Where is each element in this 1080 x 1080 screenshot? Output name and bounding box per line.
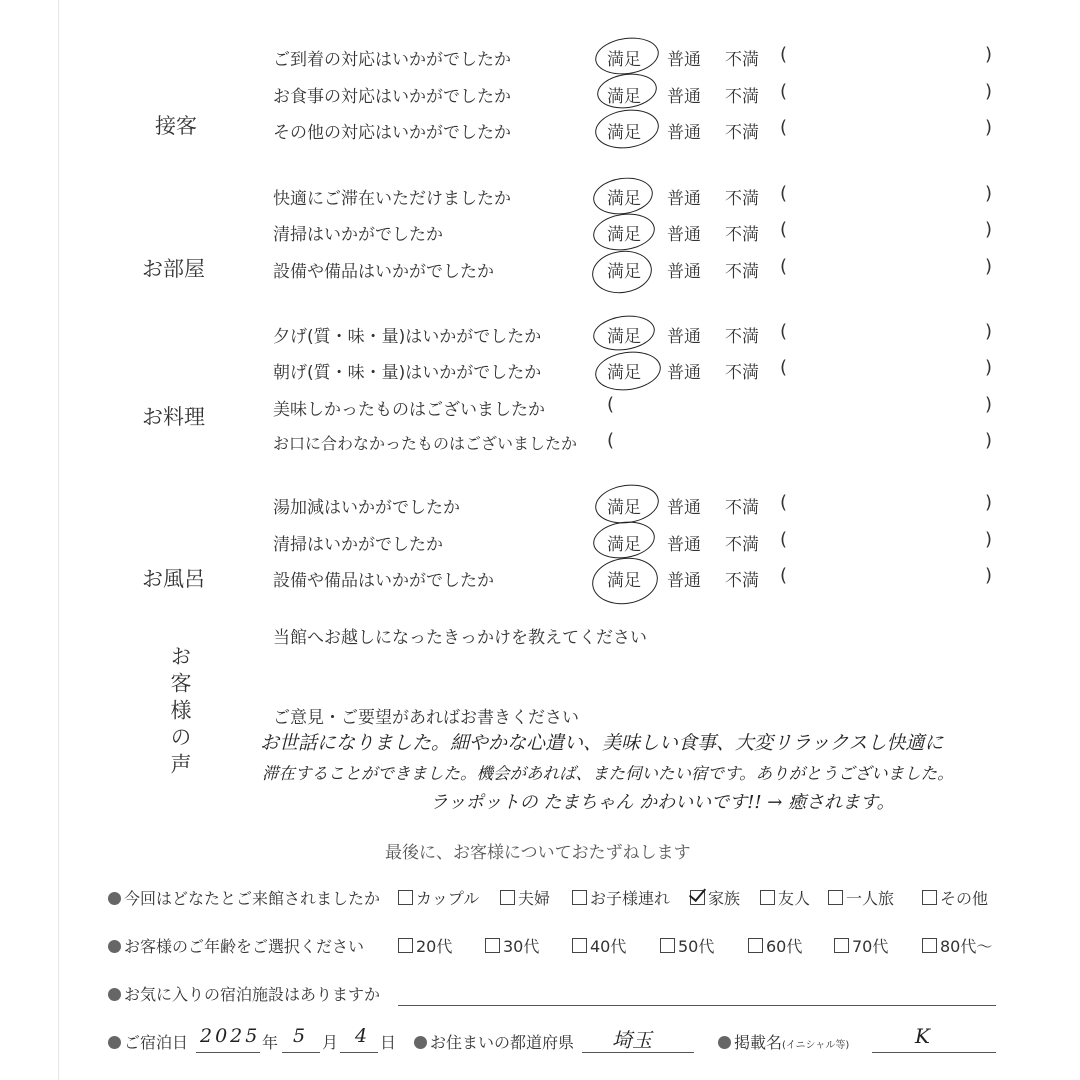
close-paren: ) <box>985 430 993 451</box>
section-title-bath: お風呂 <box>142 567 205 591</box>
close-paren: ) <box>985 529 993 550</box>
favorite-lodging-line[interactable] <box>398 1005 996 1006</box>
open-paren: ( <box>780 219 788 240</box>
open-paren: ( <box>780 44 788 65</box>
close-paren: ) <box>985 565 993 586</box>
open-paren: ( <box>780 321 788 342</box>
close-paren: ) <box>985 321 993 342</box>
publication-name-value: K <box>915 1024 930 1048</box>
option-satisfied[interactable]: 満足 <box>607 327 641 347</box>
age-60s[interactable]: 60代 <box>748 934 802 957</box>
checkbox-icon <box>828 890 843 905</box>
handwritten-comment-line-1: お世話になりました。細やかな心遣い、美味しい食事、大変リラックスし快適に <box>260 732 944 754</box>
option-dissatisfied[interactable]: 不満 <box>725 535 759 555</box>
month-unit: 月 <box>322 1033 339 1052</box>
prefecture-value: 埼玉 <box>612 1028 652 1052</box>
option-satisfied[interactable]: 満足 <box>607 571 641 591</box>
option-dissatisfied[interactable]: 不満 <box>725 189 759 209</box>
checkbox-icon <box>748 938 763 953</box>
publication-name-label: 掲載名(イニシャル等) <box>718 1030 849 1053</box>
option-normal[interactable]: 普通 <box>667 189 701 209</box>
question-disliked-items: お口に合わなかったものはございましたか <box>273 434 578 453</box>
close-paren: ) <box>985 81 993 102</box>
option-normal[interactable]: 普通 <box>667 498 701 518</box>
checkbox-icon <box>398 938 413 953</box>
open-paren: ( <box>607 394 615 415</box>
age-70s[interactable]: 70代 <box>834 934 888 957</box>
section-title-cuisine: お料理 <box>142 405 205 429</box>
open-paren: ( <box>780 256 788 277</box>
hand-circle <box>593 481 662 528</box>
option-satisfied[interactable]: 満足 <box>607 50 641 70</box>
section-title-room: お部屋 <box>142 257 205 281</box>
option-normal[interactable]: 普通 <box>667 363 701 383</box>
open-paren: ( <box>780 81 788 102</box>
open-paren: ( <box>780 492 788 513</box>
option-dissatisfied[interactable]: 不満 <box>725 262 759 282</box>
question-delicious-items: 美味しかったものはございましたか <box>273 400 545 420</box>
stay-day-line[interactable] <box>340 1052 378 1053</box>
close-paren: ) <box>985 219 993 240</box>
open-paren: ( <box>780 183 788 204</box>
hand-circle <box>593 348 664 395</box>
question-room-equipment: 設備や備品はいかがでしたか <box>273 262 494 282</box>
option-normal[interactable]: 普通 <box>667 535 701 555</box>
open-paren: ( <box>780 117 788 138</box>
stay-day-value: 4 <box>355 1025 368 1047</box>
close-paren: ) <box>985 357 993 378</box>
question-companion: 今回はどなたとご来館されましたか <box>108 886 380 909</box>
option-satisfied[interactable]: 満足 <box>607 363 641 383</box>
option-dissatisfied[interactable]: 不満 <box>725 87 759 107</box>
close-paren: ) <box>985 394 993 415</box>
final-heading: 最後に、お客様についておたずねします <box>385 843 691 863</box>
option-dissatisfied[interactable]: 不満 <box>725 123 759 143</box>
option-normal[interactable]: 普通 <box>667 123 701 143</box>
option-normal[interactable]: 普通 <box>667 225 701 245</box>
hand-circle <box>589 554 661 609</box>
question-arrival: ご到着の対応はいかがでしたか <box>273 50 511 70</box>
checkbox-checked-icon <box>690 890 705 905</box>
option-satisfied[interactable]: 満足 <box>607 87 641 107</box>
section-title-voice: お客様の声 <box>168 645 192 780</box>
handwritten-comment-line-3: ラッポットの たまちゃん かわいいです!! → 癒されます。 <box>430 792 895 813</box>
question-other-service: その他の対応はいかがでしたか <box>273 123 511 143</box>
hand-circle <box>591 210 657 254</box>
option-dissatisfied[interactable]: 不満 <box>725 498 759 518</box>
option-dissatisfied[interactable]: 不満 <box>725 50 759 70</box>
hand-circle <box>593 34 661 79</box>
question-comfort: 快適にご滞在いただけましたか <box>273 189 511 209</box>
checkbox-icon <box>398 890 413 905</box>
prefecture-line[interactable] <box>582 1052 694 1053</box>
companion-solo[interactable]: 一人旅 <box>828 886 894 909</box>
option-satisfied[interactable]: 満足 <box>607 225 641 245</box>
option-normal[interactable]: 普通 <box>667 571 701 591</box>
section-title-service: 接客 <box>155 114 197 138</box>
question-reason-for-visit: 当館へお越しになったきっかけを教えてください <box>273 628 647 648</box>
checkbox-icon <box>922 938 937 953</box>
question-bath-temperature: 湯加減はいかがでしたか <box>273 498 460 518</box>
option-satisfied[interactable]: 満足 <box>607 535 641 555</box>
bullet-icon <box>108 988 121 1001</box>
question-bath-cleaning: 清掃はいかがでしたか <box>273 535 443 555</box>
hand-circle <box>589 247 654 297</box>
bullet-icon <box>718 1036 731 1049</box>
open-paren: ( <box>607 430 615 451</box>
bullet-icon <box>108 940 121 953</box>
checkbox-icon <box>500 890 515 905</box>
companion-friend[interactable]: 友人 <box>760 886 810 909</box>
option-dissatisfied[interactable]: 不満 <box>725 225 759 245</box>
open-paren: ( <box>780 529 788 550</box>
companion-couple[interactable]: カップル <box>398 886 479 909</box>
question-favorite-lodging: お気に入りの宿泊施設はありますか <box>108 982 380 1005</box>
close-paren: ) <box>985 117 993 138</box>
close-paren: ) <box>985 183 993 204</box>
option-satisfied[interactable]: 満足 <box>607 189 641 209</box>
bullet-icon <box>414 1036 427 1049</box>
checkbox-icon <box>834 938 849 953</box>
question-bath-equipment: 設備や備品はいかがでしたか <box>273 571 494 591</box>
companion-family[interactable]: 家族 <box>690 886 740 909</box>
stay-year-line[interactable] <box>196 1052 260 1053</box>
close-paren: ) <box>985 256 993 277</box>
stay-month-value: 5 <box>293 1025 306 1047</box>
checkbox-icon <box>485 938 500 953</box>
option-normal[interactable]: 普通 <box>667 262 701 282</box>
hand-circle <box>591 312 657 354</box>
prefecture-label: お住まいの都道府県 <box>414 1030 574 1053</box>
option-satisfied[interactable]: 満足 <box>607 123 641 143</box>
close-paren: ) <box>985 44 993 65</box>
checkbox-icon <box>572 938 587 953</box>
age-80s-plus[interactable]: 80代〜 <box>922 934 992 957</box>
question-meal-service: お食事の対応はいかがでしたか <box>273 87 511 107</box>
checkbox-icon <box>572 890 587 905</box>
stay-date-label: ご宿泊日 <box>108 1030 188 1053</box>
age-40s[interactable]: 40代 <box>572 934 626 957</box>
companion-spouse[interactable]: 夫婦 <box>500 886 550 909</box>
age-50s[interactable]: 50代 <box>660 934 714 957</box>
handwritten-comment-line-2: 滞在することができました。機会があれば、また伺いたい宿です。ありがとうございました。 <box>262 764 954 783</box>
checkbox-icon <box>922 890 937 905</box>
hand-circle <box>591 518 657 562</box>
close-paren: ) <box>985 492 993 513</box>
question-age: お客様のご年齢をご選択ください <box>108 934 364 957</box>
page-edge-line <box>58 0 59 1080</box>
stay-month-line[interactable] <box>282 1052 320 1053</box>
question-comments: ご意見・ご要望があればお書きください <box>273 708 579 728</box>
checkbox-icon <box>760 890 775 905</box>
question-room-cleaning: 清掃はいかがでしたか <box>273 225 443 245</box>
option-normal[interactable]: 普通 <box>667 327 701 347</box>
hand-circle <box>591 174 655 218</box>
option-satisfied[interactable]: 満足 <box>607 262 641 282</box>
companion-children[interactable]: お子様連れ <box>572 886 670 909</box>
bullet-icon <box>108 1036 121 1049</box>
option-dissatisfied[interactable]: 不満 <box>725 363 759 383</box>
hand-circle <box>595 70 659 112</box>
option-satisfied[interactable]: 満足 <box>607 498 641 518</box>
open-paren: ( <box>780 357 788 378</box>
checkbox-icon <box>660 938 675 953</box>
option-normal[interactable]: 普通 <box>667 50 701 70</box>
companion-other[interactable]: その他 <box>922 886 988 909</box>
stay-year-value: 2025 <box>200 1025 261 1047</box>
question-breakfast: 朝げ(質・味・量)はいかがでしたか <box>273 363 542 383</box>
option-normal[interactable]: 普通 <box>667 87 701 107</box>
open-paren: ( <box>780 565 788 586</box>
bullet-icon <box>108 892 121 905</box>
question-dinner: 夕げ(質・味・量)はいかがでしたか <box>273 327 542 347</box>
day-unit: 日 <box>380 1033 397 1052</box>
age-30s[interactable]: 30代 <box>485 934 539 957</box>
option-dissatisfied[interactable]: 不満 <box>725 571 759 591</box>
year-unit: 年 <box>262 1033 279 1052</box>
age-20s[interactable]: 20代 <box>398 934 452 957</box>
option-dissatisfied[interactable]: 不満 <box>725 327 759 347</box>
hand-circle <box>593 106 662 153</box>
publication-name-line[interactable] <box>872 1052 996 1053</box>
